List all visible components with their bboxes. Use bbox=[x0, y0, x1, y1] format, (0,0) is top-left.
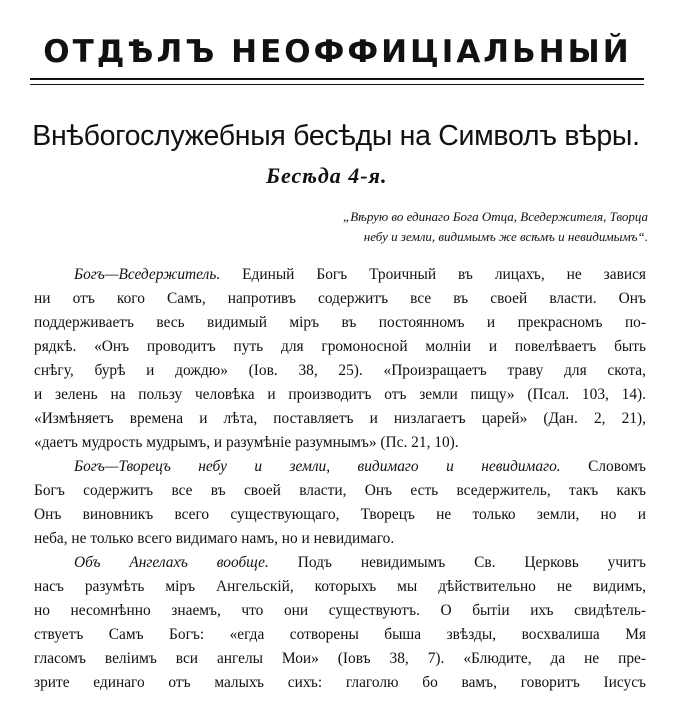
body-line bbox=[34, 647, 646, 671]
body-line-text: рядкѣ. «Онъ проводитъ путь для громоносной молніи и повелѣваетъ быть bbox=[34, 338, 646, 355]
body-line bbox=[34, 383, 646, 407]
body-line-text: ни отъ кого Самъ, напротивъ содержитъ все въ своей власти. Онъ bbox=[34, 290, 646, 307]
body-line bbox=[34, 623, 646, 647]
body-line-text: снѣгу, бурѣ и дождю» (Іов. 38, 25). «Произращаетъ траву для скота, bbox=[34, 362, 646, 379]
paragraph-lead: Объ Ангелахъ вообще. bbox=[74, 554, 269, 571]
paragraph-lead: Богъ—Творецъ небу и земли, видимаго и невидимаго. bbox=[74, 458, 561, 475]
body-line-text: зрите единаго отъ малыхъ сихъ: глаголю бо вамъ, говоритъ Іисусъ bbox=[34, 674, 646, 691]
article-subtitle: Бесѣда 4-я. bbox=[266, 163, 388, 188]
body-line bbox=[34, 575, 646, 599]
body-line-text: насъ разумѣть міръ Ангельскій, которыхъ мы дѣйствительно не видимъ, bbox=[34, 578, 646, 595]
body-line-text: «даетъ мудрость мудрымъ, и разумѣніе разумнымъ» (Пс. 21, 10). bbox=[34, 434, 459, 451]
body-line-text: гласомъ веліимъ вси ангелы Мои» (Іовъ 38, 7). «Блюдите, да не пре- bbox=[34, 650, 646, 667]
body-line bbox=[34, 407, 646, 431]
body-line-text: но несомнѣнно знаемъ, что они существуютъ. О бытіи ихъ свидѣтель- bbox=[34, 602, 646, 619]
body-line bbox=[34, 431, 646, 455]
body-line-text: Богъ содержитъ все въ своей власти, Онъ есть вседержитель, такъ какъ bbox=[34, 482, 646, 499]
body-line-text: ствуетъ Самъ Богъ: «егда сотворены быша звѣзды, восхвалиша Мя bbox=[34, 626, 646, 643]
body-line bbox=[34, 287, 646, 311]
epigraph-line: „Вѣрую во единаго Бога Отца, Вседержителя, Творца bbox=[343, 209, 648, 224]
body-line bbox=[34, 455, 646, 479]
body-line-text: Единый Богъ Троичный въ лицахъ, не завися bbox=[220, 266, 646, 283]
body-line-text: и зелень на пользу человѣка и производитъ отъ земли пищу» (Псал. 103, 14). bbox=[34, 386, 646, 403]
body-line bbox=[34, 503, 646, 527]
body-line bbox=[34, 335, 646, 359]
body-line-text: Словомъ bbox=[560, 458, 646, 475]
body-line bbox=[34, 527, 646, 551]
body-line bbox=[34, 599, 646, 623]
body-line bbox=[34, 479, 646, 503]
header-rule bbox=[30, 78, 644, 80]
body-line bbox=[34, 311, 646, 335]
body-line-text: Подъ невидимымъ Св. Церковь учитъ bbox=[268, 554, 646, 571]
body-line bbox=[34, 671, 646, 695]
body-line-text: Онъ виновникъ всего существующаго, Творецъ не только земли, но и bbox=[34, 506, 646, 523]
epigraph-line: небу и земли, видимымъ же всѣмъ и невидимымъ“. bbox=[363, 229, 648, 244]
body-line bbox=[34, 359, 646, 383]
article-title: Внѣбогослужебныя бесѣды на Символъ вѣры. bbox=[32, 120, 640, 152]
epigraph bbox=[250, 207, 648, 247]
body-text bbox=[34, 263, 646, 695]
body-line bbox=[34, 263, 646, 287]
body-line-text: «Измѣняетъ времена и лѣта, поставляетъ и низлагаетъ царей» (Дан. 2, 21), bbox=[34, 410, 646, 427]
section-header: ОТДѢЛЪ НЕОФФИЦІАЛЬНЫЙ bbox=[43, 34, 632, 70]
paragraph-lead: Богъ—Вседержитель. bbox=[74, 266, 221, 283]
body-line-text: неба, не только всего видимаго намъ, но и невидимаго. bbox=[34, 530, 395, 547]
header-rule-thin bbox=[30, 84, 644, 85]
body-line bbox=[34, 551, 646, 575]
body-line-text: поддерживаетъ весь видимый міръ въ постоянномъ и прекрасномъ по- bbox=[34, 314, 646, 331]
